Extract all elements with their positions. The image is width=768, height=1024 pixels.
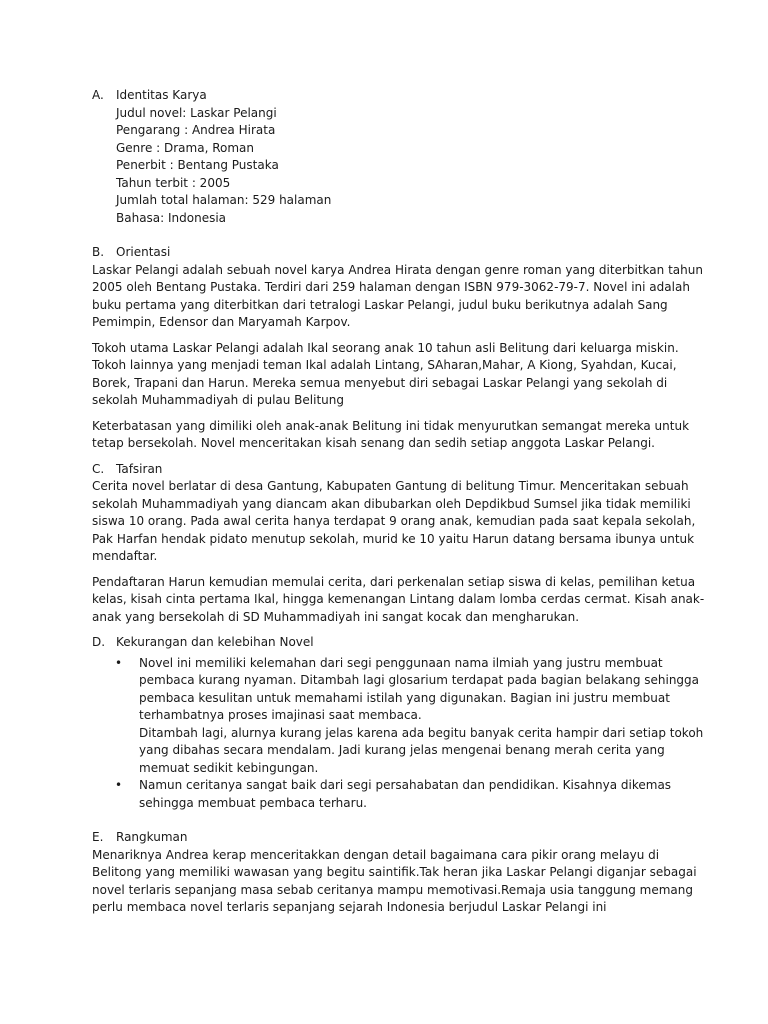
text-line: mendaftar. — [92, 549, 158, 563]
pros-cons-list — [92, 655, 704, 813]
text-line: pembaca kesulitan untuk memahami istilah yang digunakan. Bagian ini justru membuat — [139, 690, 670, 705]
section-a-letter: A. — [92, 88, 104, 102]
section-e-heading — [92, 829, 684, 847]
text-line: Pak Harfan hendak pidato menutup sekolah, murid ke 10 yaitu Harun datang bersama ibunya untuk — [92, 531, 695, 546]
text-line: perlu membaca novel terlaris sepanjang sejarah Indonesia berjudul Laskar Pelangi ini — [92, 900, 607, 914]
text-line: sekolah Muhammadiyah di pulau Belitung — [92, 393, 344, 407]
text-line: Ditambah lagi, alurnya kurang jelas karena ada begitu banyak cerita hampir dari setiap tokoh — [139, 725, 704, 740]
identity-item: Genre : Drama, Roman — [116, 140, 254, 155]
text-line: Belitong yang memiliki wawasan yang begitu saintifik.Tak heran jika Laskar Pelangi diganjar sebagai — [92, 865, 697, 879]
bullet-icon: • — [114, 778, 123, 792]
section-c-heading — [92, 461, 684, 479]
text-line: Menariknya Andrea kerap menceritakkan dengan detail bagaimana cara pikir orang melayu di — [92, 847, 660, 862]
text-line: terhambatnya proses imajinasi saat membaca. — [139, 708, 422, 722]
text-line: sekolah Muhammadiyah yang diancam akan dibubarkan oleh Depdikbud Sumsel jika tidak memiliki — [92, 496, 691, 511]
identity-item: Tahun terbit : 2005 — [116, 175, 231, 190]
identity-item: Jumlah total halaman: 529 halaman — [116, 193, 332, 207]
section-c-title: Tafsiran — [116, 461, 163, 476]
text-line: novel terlaris sepanjang masa sebab ceritanya mampu memotivasi.Remaja usia tanggung memang — [92, 882, 693, 897]
text-line: Novel ini memiliki kelemahan dari segi penggunaan nama ilmiah yang justru membuat — [139, 655, 663, 670]
text-line: yang dibahas secara mendalam. Jadi kurang jelas mengenai benang merah cerita yang — [139, 743, 665, 757]
text-line: buku pertama yang diterbitkan dari tetralogi Laskar Pelangi, judul buku berikutnya adalah Sang — [92, 297, 668, 312]
identity-item: Pengarang : Andrea Hirata — [116, 123, 276, 137]
orientasi-paragraph-3 — [92, 418, 690, 453]
section-b-title: Orientasi — [116, 245, 171, 259]
text-line: Cerita novel berlatar di desa Gantung, Kabupaten Gantung di belitung Timur. Menceritakan sebuah — [92, 479, 689, 493]
orientasi-paragraph-1 — [92, 262, 703, 332]
bullet-icon: • — [114, 655, 123, 670]
text-line: anak yang bersekolah di SD Muhammadiyah ini sangat kocak dan mengharukan. — [92, 609, 580, 624]
text-line: memuat sedikit kebingungan. — [139, 760, 319, 775]
section-c-letter: C. — [92, 461, 105, 476]
text-line: 2005 oleh Bentang Pustaka. Terdiri dari 259 halaman dengan ISBN 979-3062-79-7. Novel ini adalah — [92, 280, 690, 294]
text-line: Tokoh utama Laskar Pelangi adalah Ikal seorang anak 10 tahun asli Belitung dari keluarga miskin. — [92, 340, 679, 355]
section-e-title: Rangkuman — [116, 830, 188, 844]
section-d-heading — [92, 634, 684, 652]
section-b-heading — [92, 244, 684, 262]
text-line: Namun ceritanya sangat baik dari segi persahabatan dan pendidikan. Kisahnya dikemas — [139, 778, 672, 792]
identity-item: Bahasa: Indonesia — [116, 210, 227, 225]
text-line: Pendaftaran Harun kemudian memulai cerita, dari perkenalan setiap siswa di kelas, pemilihan ketua — [92, 574, 696, 589]
text-line: Borek, Trapani dan Harun. Mereka semua menyebut diri sebagai Laskar Pelangi yang sekolah di — [92, 375, 668, 390]
text-line: pembaca kurang nyaman. Ditambah lagi glosarium terdapat pada bagian belakang sehingga — [139, 673, 700, 687]
section-a-heading — [92, 87, 684, 105]
section-a-title: Identitas Karya — [116, 88, 207, 102]
text-line: Laskar Pelangi adalah sebuah novel karya Andrea Hirata dengan genre roman yang diterbitkan tahun — [92, 262, 703, 277]
section-d-letter: D. — [92, 635, 106, 649]
list-item — [92, 777, 684, 812]
section-d-title: Kekurangan dan kelebihan Novel — [116, 635, 314, 649]
identity-item: Penerbit : Bentang Pustaka — [116, 158, 279, 172]
identity-item: Judul novel: Laskar Pelangi — [116, 105, 277, 120]
orientasi-paragraph-2 — [92, 340, 684, 410]
text-line: kelas, kisah cinta pertama Ikal, hingga kemenangan Lintang dalam lomba cerdas cermat. Kisah anak- — [92, 592, 705, 606]
tafsiran-paragraph-1 — [92, 478, 696, 566]
text-line: Pemimpin, Edensor dan Maryamah Karpov. — [92, 315, 351, 329]
tafsiran-paragraph-2 — [92, 574, 705, 627]
text-line: sehingga membuat pembaca terharu. — [139, 795, 367, 810]
identity-list — [116, 105, 684, 228]
section-e-letter: E. — [92, 830, 104, 844]
text-line: Tokoh lainnya yang menjadi teman Ikal adalah Lintang, SAharan,Mahar, A Kiong, Syahdan, Kucai, — [92, 358, 677, 372]
text-line: Keterbatasan yang dimiliki oleh anak-anak Belitung ini tidak menyurutkan semangat mereka untuk — [92, 418, 690, 433]
text-line: tetap bersekolah. Novel menceritakan kisah senang dan sedih setiap anggota Laskar Pelangi. — [92, 436, 655, 450]
list-item — [92, 655, 704, 778]
text-line: siswa 10 orang. Pada awal cerita hanya terdapat 9 orang anak, kemudian pada saat kepala sekolah, — [92, 514, 696, 528]
section-b-letter: B. — [92, 245, 105, 259]
document-page — [92, 87, 705, 917]
rangkuman-paragraph — [92, 847, 697, 917]
